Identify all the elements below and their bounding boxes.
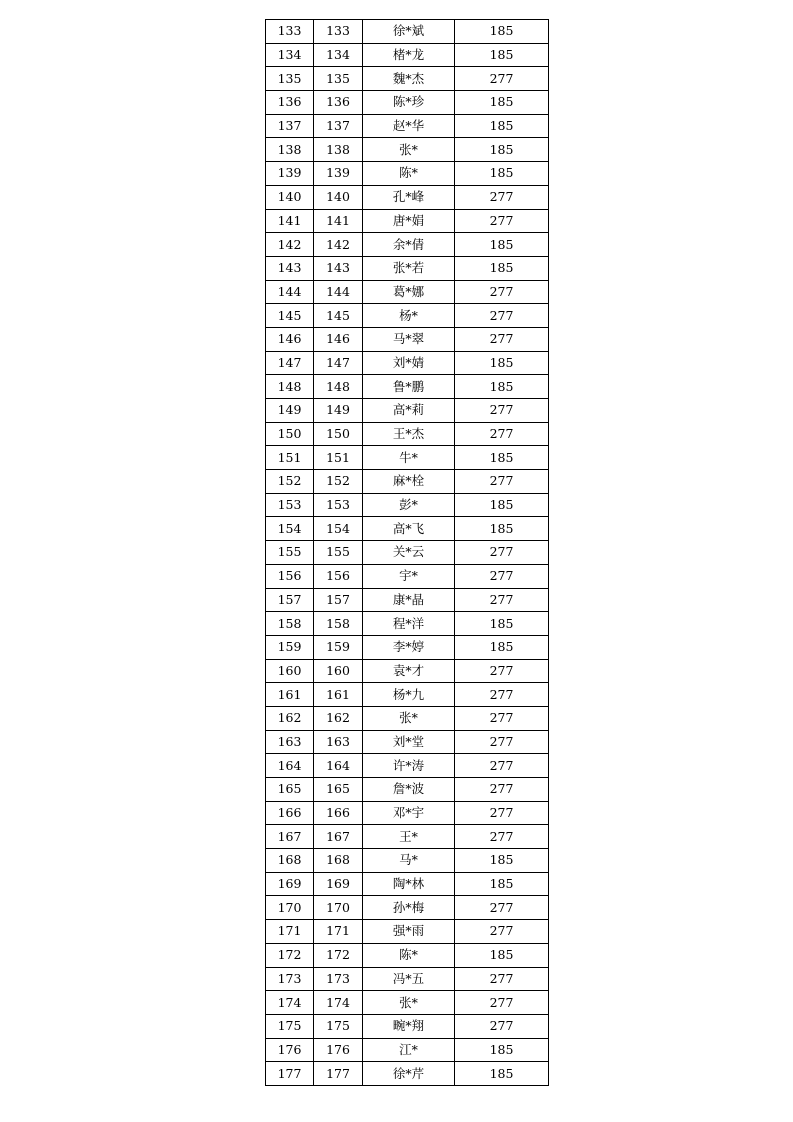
amount-cell: 185 — [455, 351, 549, 375]
row-number-cell: 161 — [266, 683, 314, 707]
record-id-cell: 141 — [314, 209, 363, 233]
amount-cell: 277 — [455, 564, 549, 588]
row-number-cell: 177 — [266, 1062, 314, 1086]
record-id-cell: 136 — [314, 91, 363, 115]
name-cell: 袁*才 — [363, 659, 455, 683]
amount-cell: 277 — [455, 541, 549, 565]
row-number-cell: 136 — [266, 91, 314, 115]
table-row — [266, 493, 549, 517]
amount-cell: 185 — [455, 256, 549, 280]
table-row — [266, 1014, 549, 1038]
amount-cell: 277 — [455, 778, 549, 802]
row-number-cell: 172 — [266, 943, 314, 967]
record-id-cell: 164 — [314, 754, 363, 778]
record-id-cell: 171 — [314, 920, 363, 944]
table-row — [266, 327, 549, 351]
table-row — [266, 588, 549, 612]
table-row — [266, 991, 549, 1015]
table-row — [266, 470, 549, 494]
amount-cell: 277 — [455, 470, 549, 494]
row-number-cell: 171 — [266, 920, 314, 944]
amount-cell: 277 — [455, 825, 549, 849]
row-number-cell: 138 — [266, 138, 314, 162]
name-cell: 王* — [363, 825, 455, 849]
table-row — [266, 91, 549, 115]
record-id-cell: 172 — [314, 943, 363, 967]
row-number-cell: 174 — [266, 991, 314, 1015]
name-cell: 张* — [363, 706, 455, 730]
row-number-cell: 134 — [266, 43, 314, 67]
name-cell: 强*雨 — [363, 920, 455, 944]
name-cell: 唐*娟 — [363, 209, 455, 233]
record-id-cell: 133 — [314, 20, 363, 44]
table-row — [266, 185, 549, 209]
table-row — [266, 304, 549, 328]
record-id-cell: 137 — [314, 114, 363, 138]
name-cell: 江* — [363, 1038, 455, 1062]
table-row — [266, 635, 549, 659]
record-id-cell: 151 — [314, 446, 363, 470]
record-id-cell: 152 — [314, 470, 363, 494]
record-id-cell: 145 — [314, 304, 363, 328]
record-id-cell: 169 — [314, 872, 363, 896]
record-id-cell: 165 — [314, 778, 363, 802]
amount-cell: 185 — [455, 114, 549, 138]
name-cell: 魏*杰 — [363, 67, 455, 91]
table-row — [266, 920, 549, 944]
table-row — [266, 43, 549, 67]
table-row — [266, 162, 549, 186]
row-number-cell: 162 — [266, 706, 314, 730]
row-number-cell: 139 — [266, 162, 314, 186]
record-id-cell: 150 — [314, 422, 363, 446]
row-number-cell: 133 — [266, 20, 314, 44]
name-cell: 张*若 — [363, 256, 455, 280]
name-cell: 刘*堂 — [363, 730, 455, 754]
amount-cell: 185 — [455, 375, 549, 399]
name-cell: 陈* — [363, 943, 455, 967]
amount-cell: 185 — [455, 446, 549, 470]
record-id-cell: 142 — [314, 233, 363, 257]
record-id-cell: 168 — [314, 849, 363, 873]
amount-cell: 185 — [455, 517, 549, 541]
row-number-cell: 147 — [266, 351, 314, 375]
name-cell: 鲁*鹏 — [363, 375, 455, 399]
name-cell: 高*莉 — [363, 399, 455, 423]
record-id-cell: 154 — [314, 517, 363, 541]
table-row — [266, 446, 549, 470]
amount-cell: 277 — [455, 991, 549, 1015]
name-cell: 楮*龙 — [363, 43, 455, 67]
record-id-cell: 170 — [314, 896, 363, 920]
roster-table-body — [266, 20, 549, 1086]
amount-cell: 185 — [455, 872, 549, 896]
record-id-cell: 161 — [314, 683, 363, 707]
row-number-cell: 146 — [266, 327, 314, 351]
amount-cell: 277 — [455, 304, 549, 328]
amount-cell: 185 — [455, 635, 549, 659]
record-id-cell: 163 — [314, 730, 363, 754]
name-cell: 徐*斌 — [363, 20, 455, 44]
table-row — [266, 280, 549, 304]
name-cell: 陈*珍 — [363, 91, 455, 115]
row-number-cell: 145 — [266, 304, 314, 328]
name-cell: 彭* — [363, 493, 455, 517]
record-id-cell: 146 — [314, 327, 363, 351]
name-cell: 张* — [363, 138, 455, 162]
row-number-cell: 156 — [266, 564, 314, 588]
table-row — [266, 67, 549, 91]
name-cell: 程*洋 — [363, 612, 455, 636]
amount-cell: 277 — [455, 920, 549, 944]
name-cell: 麻*栓 — [363, 470, 455, 494]
record-id-cell: 143 — [314, 256, 363, 280]
record-id-cell: 167 — [314, 825, 363, 849]
row-number-cell: 170 — [266, 896, 314, 920]
table-row — [266, 825, 549, 849]
row-number-cell: 155 — [266, 541, 314, 565]
amount-cell: 277 — [455, 754, 549, 778]
amount-cell: 277 — [455, 659, 549, 683]
amount-cell: 185 — [455, 43, 549, 67]
table-row — [266, 20, 549, 44]
table-row — [266, 351, 549, 375]
table-row — [266, 967, 549, 991]
record-id-cell: 166 — [314, 801, 363, 825]
row-number-cell: 154 — [266, 517, 314, 541]
amount-cell: 185 — [455, 612, 549, 636]
row-number-cell: 149 — [266, 399, 314, 423]
name-cell: 马* — [363, 849, 455, 873]
name-cell: 张* — [363, 991, 455, 1015]
table-row — [266, 422, 549, 446]
amount-cell: 277 — [455, 1014, 549, 1038]
amount-cell: 277 — [455, 967, 549, 991]
name-cell: 余*倩 — [363, 233, 455, 257]
record-id-cell: 135 — [314, 67, 363, 91]
row-number-cell: 157 — [266, 588, 314, 612]
table-row — [266, 517, 549, 541]
name-cell: 李*婷 — [363, 635, 455, 659]
record-id-cell: 159 — [314, 635, 363, 659]
name-cell: 关*云 — [363, 541, 455, 565]
table-row — [266, 1062, 549, 1086]
row-number-cell: 163 — [266, 730, 314, 754]
record-id-cell: 174 — [314, 991, 363, 1015]
row-number-cell: 151 — [266, 446, 314, 470]
record-id-cell: 156 — [314, 564, 363, 588]
row-number-cell: 173 — [266, 967, 314, 991]
amount-cell: 277 — [455, 896, 549, 920]
table-row — [266, 233, 549, 257]
amount-cell: 185 — [455, 162, 549, 186]
record-id-cell: 176 — [314, 1038, 363, 1062]
name-cell: 徐*芹 — [363, 1062, 455, 1086]
row-number-cell: 166 — [266, 801, 314, 825]
name-cell: 高*飞 — [363, 517, 455, 541]
table-row — [266, 138, 549, 162]
row-number-cell: 148 — [266, 375, 314, 399]
table-row — [266, 706, 549, 730]
row-number-cell: 158 — [266, 612, 314, 636]
row-number-cell: 152 — [266, 470, 314, 494]
row-number-cell: 135 — [266, 67, 314, 91]
record-id-cell: 162 — [314, 706, 363, 730]
table-row — [266, 564, 549, 588]
amount-cell: 277 — [455, 683, 549, 707]
amount-cell: 185 — [455, 1062, 549, 1086]
name-cell: 陈* — [363, 162, 455, 186]
name-cell: 宇* — [363, 564, 455, 588]
table-row — [266, 114, 549, 138]
name-cell: 刘*婧 — [363, 351, 455, 375]
amount-cell: 277 — [455, 280, 549, 304]
record-id-cell: 177 — [314, 1062, 363, 1086]
row-number-cell: 137 — [266, 114, 314, 138]
record-id-cell: 144 — [314, 280, 363, 304]
record-id-cell: 139 — [314, 162, 363, 186]
name-cell: 陶*林 — [363, 872, 455, 896]
name-cell: 詹*波 — [363, 778, 455, 802]
record-id-cell: 155 — [314, 541, 363, 565]
name-cell: 马*翠 — [363, 327, 455, 351]
table-row — [266, 896, 549, 920]
name-cell: 冯*五 — [363, 967, 455, 991]
amount-cell: 185 — [455, 91, 549, 115]
amount-cell: 277 — [455, 399, 549, 423]
record-id-cell: 157 — [314, 588, 363, 612]
row-number-cell: 143 — [266, 256, 314, 280]
name-cell: 王*杰 — [363, 422, 455, 446]
row-number-cell: 141 — [266, 209, 314, 233]
amount-cell: 185 — [455, 233, 549, 257]
table-row — [266, 375, 549, 399]
row-number-cell: 165 — [266, 778, 314, 802]
table-row — [266, 683, 549, 707]
table-row — [266, 399, 549, 423]
name-cell: 赵*华 — [363, 114, 455, 138]
table-row — [266, 612, 549, 636]
record-id-cell: 160 — [314, 659, 363, 683]
name-cell: 牛* — [363, 446, 455, 470]
row-number-cell: 168 — [266, 849, 314, 873]
table-row — [266, 659, 549, 683]
name-cell: 畹*翔 — [363, 1014, 455, 1038]
table-row — [266, 541, 549, 565]
amount-cell: 185 — [455, 138, 549, 162]
name-cell: 邓*宇 — [363, 801, 455, 825]
record-id-cell: 147 — [314, 351, 363, 375]
amount-cell: 185 — [455, 1038, 549, 1062]
row-number-cell: 175 — [266, 1014, 314, 1038]
amount-cell: 277 — [455, 730, 549, 754]
row-number-cell: 169 — [266, 872, 314, 896]
amount-cell: 277 — [455, 209, 549, 233]
table-row — [266, 778, 549, 802]
record-id-cell: 153 — [314, 493, 363, 517]
table-row — [266, 943, 549, 967]
amount-cell: 185 — [455, 493, 549, 517]
row-number-cell: 167 — [266, 825, 314, 849]
table-row — [266, 256, 549, 280]
amount-cell: 277 — [455, 422, 549, 446]
row-number-cell: 160 — [266, 659, 314, 683]
record-id-cell: 173 — [314, 967, 363, 991]
amount-cell: 277 — [455, 185, 549, 209]
amount-cell: 277 — [455, 327, 549, 351]
row-number-cell: 150 — [266, 422, 314, 446]
record-id-cell: 134 — [314, 43, 363, 67]
name-cell: 葛*娜 — [363, 280, 455, 304]
amount-cell: 185 — [455, 849, 549, 873]
row-number-cell: 144 — [266, 280, 314, 304]
table-row — [266, 754, 549, 778]
record-id-cell: 175 — [314, 1014, 363, 1038]
amount-cell: 185 — [455, 943, 549, 967]
name-cell: 康*晶 — [363, 588, 455, 612]
name-cell: 杨*九 — [363, 683, 455, 707]
row-number-cell: 159 — [266, 635, 314, 659]
amount-cell: 277 — [455, 67, 549, 91]
table-row — [266, 1038, 549, 1062]
roster-table — [265, 19, 549, 1086]
record-id-cell: 149 — [314, 399, 363, 423]
name-cell: 孙*梅 — [363, 896, 455, 920]
table-row — [266, 209, 549, 233]
amount-cell: 277 — [455, 801, 549, 825]
record-id-cell: 140 — [314, 185, 363, 209]
row-number-cell: 140 — [266, 185, 314, 209]
table-row — [266, 730, 549, 754]
table-row — [266, 849, 549, 873]
record-id-cell: 138 — [314, 138, 363, 162]
record-id-cell: 158 — [314, 612, 363, 636]
amount-cell: 277 — [455, 706, 549, 730]
row-number-cell: 153 — [266, 493, 314, 517]
amount-cell: 185 — [455, 20, 549, 44]
row-number-cell: 176 — [266, 1038, 314, 1062]
row-number-cell: 164 — [266, 754, 314, 778]
table-row — [266, 801, 549, 825]
row-number-cell: 142 — [266, 233, 314, 257]
name-cell: 孔*峰 — [363, 185, 455, 209]
table-row — [266, 872, 549, 896]
name-cell: 许*涛 — [363, 754, 455, 778]
amount-cell: 277 — [455, 588, 549, 612]
record-id-cell: 148 — [314, 375, 363, 399]
name-cell: 杨* — [363, 304, 455, 328]
